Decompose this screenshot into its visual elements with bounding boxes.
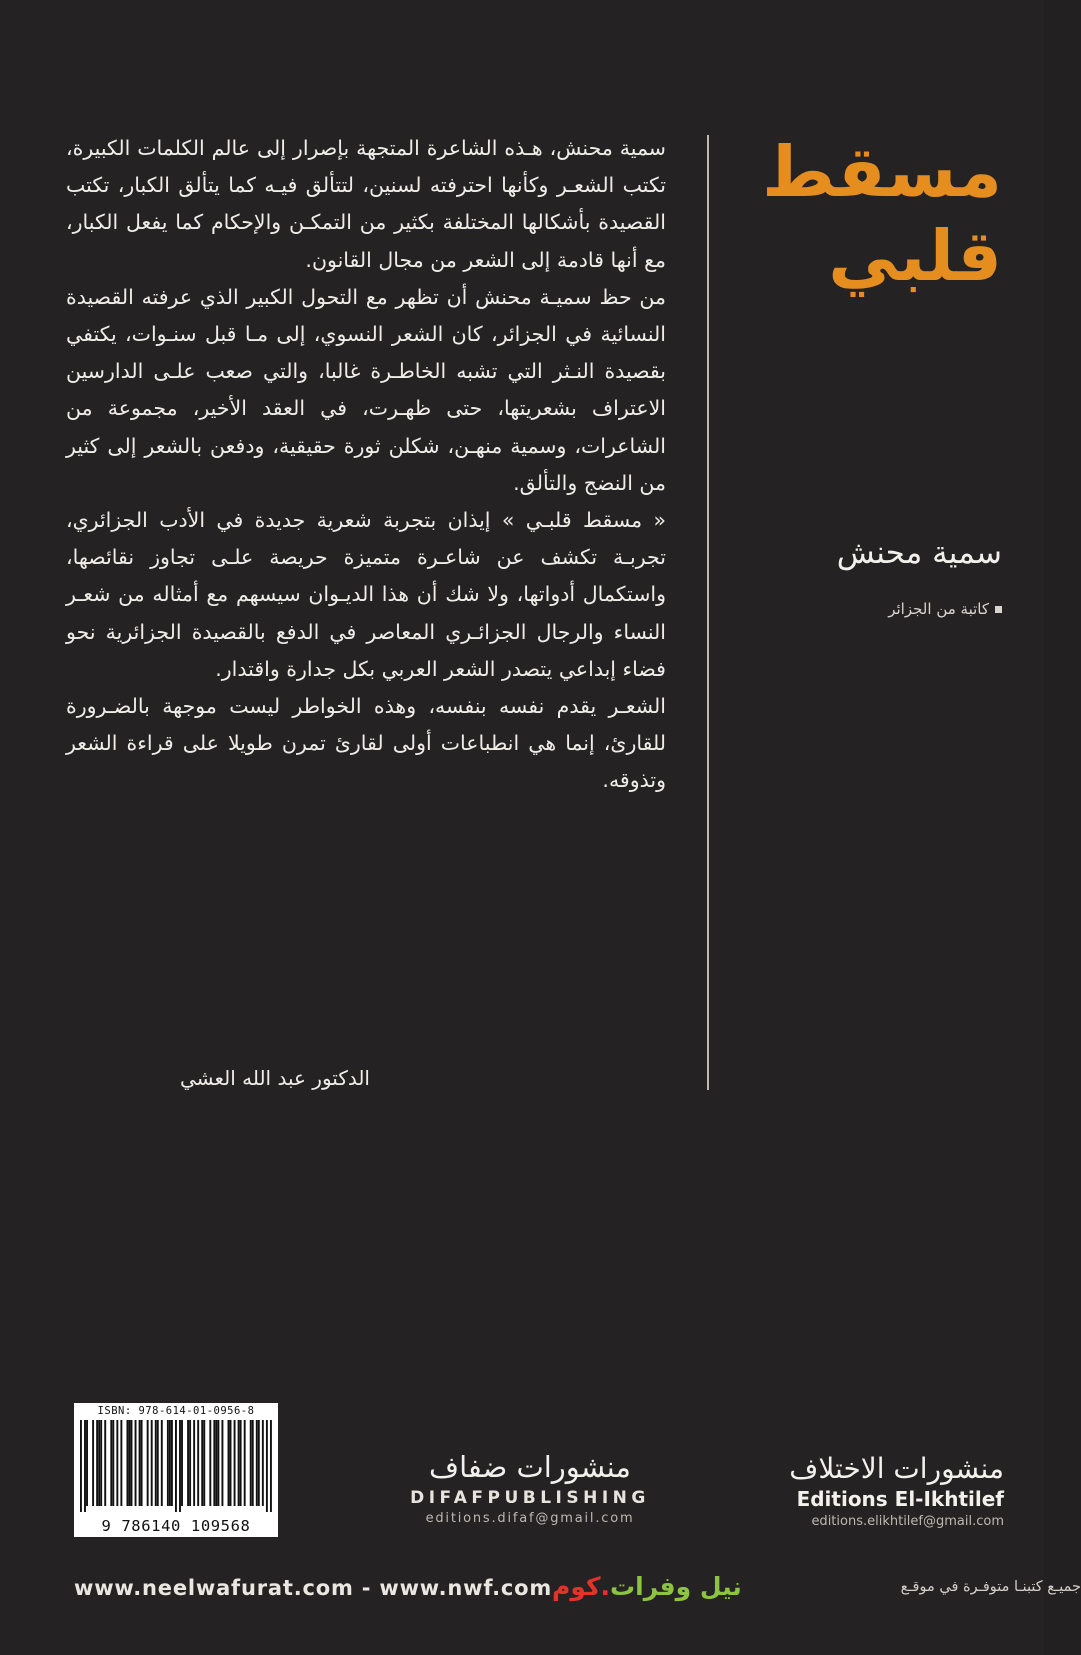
barcode-bar <box>147 1420 149 1506</box>
barcode-bar <box>98 1420 100 1506</box>
barcode-bar <box>266 1420 268 1512</box>
barcode-bar <box>171 1420 173 1506</box>
barcode-bar <box>157 1420 159 1506</box>
book-title-line-2: قلبي <box>828 215 1002 297</box>
barcode-bar <box>96 1420 98 1506</box>
publisher-ikhtilef-logo <box>770 1452 1004 1529</box>
brand-red-text: .كوم <box>552 1572 611 1601</box>
barcode-bar <box>112 1420 114 1506</box>
blurb-paragraph: الشعـر يقدم نفسه بنفسه، وهذه الخواطر ليست موجهة بالضـرورة للقارئ، إنما هي انطباعات أولى لقارئ تمرن طويلا على قراءة الشعر وتذوقه. <box>66 694 666 793</box>
barcode-bar <box>155 1420 157 1506</box>
bullet-icon <box>995 606 1002 613</box>
barcode-bar <box>116 1420 118 1506</box>
barcode-bar <box>126 1420 128 1506</box>
barcode-bar <box>252 1420 254 1506</box>
barcode-bar <box>189 1420 191 1506</box>
vertical-divider <box>707 135 709 1090</box>
barcode-bar <box>179 1420 181 1512</box>
blurb-paragraph: « مسقط قلبـي » إيذان بتجربة شعرية جديدة في الأدب الجزائري، تجربـة تكشف عن شاعـرة متميزة حريصة علـى تجاوز نقائصها، واستكمال أدواتها، ولا شك أن هذا الديـوان سيسهم مع أمثاله من شعـر النساء والرجال الجزائـري المعاصر في الدفع بالقصيدة الجزائرية نحو فضاء إبداعي يتصدر الشعر العربي بكل جدارة واقتدار. <box>66 508 666 681</box>
barcode-bar <box>131 1420 133 1506</box>
barcode-bar <box>120 1420 122 1506</box>
barcode-bar <box>110 1420 112 1506</box>
barcode-bar <box>238 1420 240 1506</box>
isbn-barcode <box>74 1403 278 1537</box>
blurb-paragraph: من حظ سميـة محنش أن تظهر مع التحول الكبير الذي عرفته القصيدة النسائية في الجزائر، كان الشعر النسوي، إلى مـا قبل سنـوات، يكتفي بقصيدة النـثر التي تشبه الخاطـرة غالبا، والتي صعب علـى الدارسين الاعتراف بشعريتها، حتى ظهـرت، في العقد الأخير، مجموعة من الشاعرات، وسمية منهـن، شكلن ثورة حقيقية، ودفعن بالشعر إلى كثير من النضج والتألق. <box>66 284 666 495</box>
barcode-bar <box>240 1420 242 1506</box>
barcode-bar <box>203 1420 205 1506</box>
author-note <box>760 600 1002 618</box>
barcode-bar <box>161 1420 163 1506</box>
footer-note: جميـع كتبنـا متوفـرة في موقـع <box>900 1579 1081 1595</box>
barcode-bar <box>250 1420 252 1506</box>
barcode-bar <box>151 1420 153 1506</box>
publisher-difaf-logo <box>405 1450 655 1526</box>
barcode-bar <box>258 1420 260 1506</box>
barcode-bar <box>175 1420 177 1512</box>
brand-green-text: نيل وفرات <box>610 1572 742 1601</box>
barcode-bar <box>84 1420 86 1512</box>
ikhtilef-arabic-name: منشورات الاختلاف <box>789 1452 1004 1485</box>
book-title-line-1: مسقط <box>762 131 1002 213</box>
blurb-signature: الدكتور عبد الله العشي <box>179 1066 370 1090</box>
difaf-arabic-name: منشورات ضفاف <box>429 1450 631 1484</box>
barcode-bar <box>187 1420 189 1506</box>
barcode-bar <box>221 1420 223 1506</box>
barcode-bar <box>270 1420 272 1512</box>
barcode-bar <box>244 1420 246 1506</box>
barcode-bar <box>217 1420 219 1506</box>
barcode-bar <box>129 1420 131 1506</box>
blurb-paragraph: سمية محنش، هـذه الشاعرة المتجهة بإصرار إلى عالم الكلمات الكبيرة، تكتب الشعـر وكأنها احترفته لسنين، لتتألق فيـه كما يتألق الكبار، تكتب القصيدة بأشكالها المختلفة بكثير من التمكـن والإحكام كما يفعل الكبار، مع أنها قادمة إلى الشعر من مجال القانون. <box>66 136 666 272</box>
difaf-email: editions.difaf@gmail.com <box>425 1511 635 1526</box>
barcode-bar <box>80 1420 82 1512</box>
footer-strip <box>74 1572 1081 1606</box>
barcode-bar <box>100 1420 102 1506</box>
barcode-bar <box>181 1420 183 1506</box>
barcode-bar <box>135 1420 137 1506</box>
barcode-bar <box>104 1420 106 1506</box>
barcode-bar <box>201 1420 203 1506</box>
barcode-bar <box>256 1420 258 1506</box>
barcode-bar <box>141 1420 143 1506</box>
barcode-bar <box>169 1420 171 1506</box>
neelwafurat-logo <box>552 1572 742 1601</box>
barcode-bar <box>193 1420 195 1506</box>
ikhtilef-latin-name: Editions El-Ikhtilef <box>796 1487 1004 1511</box>
barcode-digits: 9 786140 109568 <box>101 1517 251 1535</box>
ikhtilef-email: editions.elikhtilef@gmail.com <box>811 1514 1004 1529</box>
footer-urls: www.neelwafurat.com - www.nwf.com <box>74 1576 553 1600</box>
barcode-bar <box>139 1420 141 1506</box>
author-name: سمية محنش <box>836 535 1002 571</box>
barcode-bar <box>213 1420 215 1506</box>
blurb-text <box>66 130 666 800</box>
barcode-bars <box>80 1420 272 1512</box>
author-note-text: كاتبة من الجزائر <box>888 600 989 618</box>
barcode-bar <box>209 1420 211 1506</box>
barcode-bar <box>197 1420 199 1506</box>
barcode-bar <box>234 1420 236 1506</box>
barcode-bar <box>230 1420 232 1506</box>
isbn-label: ISBN: 978-614-01-0956-8 <box>97 1405 255 1417</box>
barcode-bar <box>167 1420 169 1506</box>
barcode-bar <box>86 1420 88 1506</box>
barcode-bar <box>228 1420 230 1506</box>
book-title <box>720 130 1002 298</box>
barcode-bar <box>92 1420 94 1506</box>
difaf-latin-name: DIFAFPUBLISHING <box>410 1488 650 1508</box>
barcode-bar <box>262 1420 264 1506</box>
barcode-bar <box>215 1420 217 1506</box>
